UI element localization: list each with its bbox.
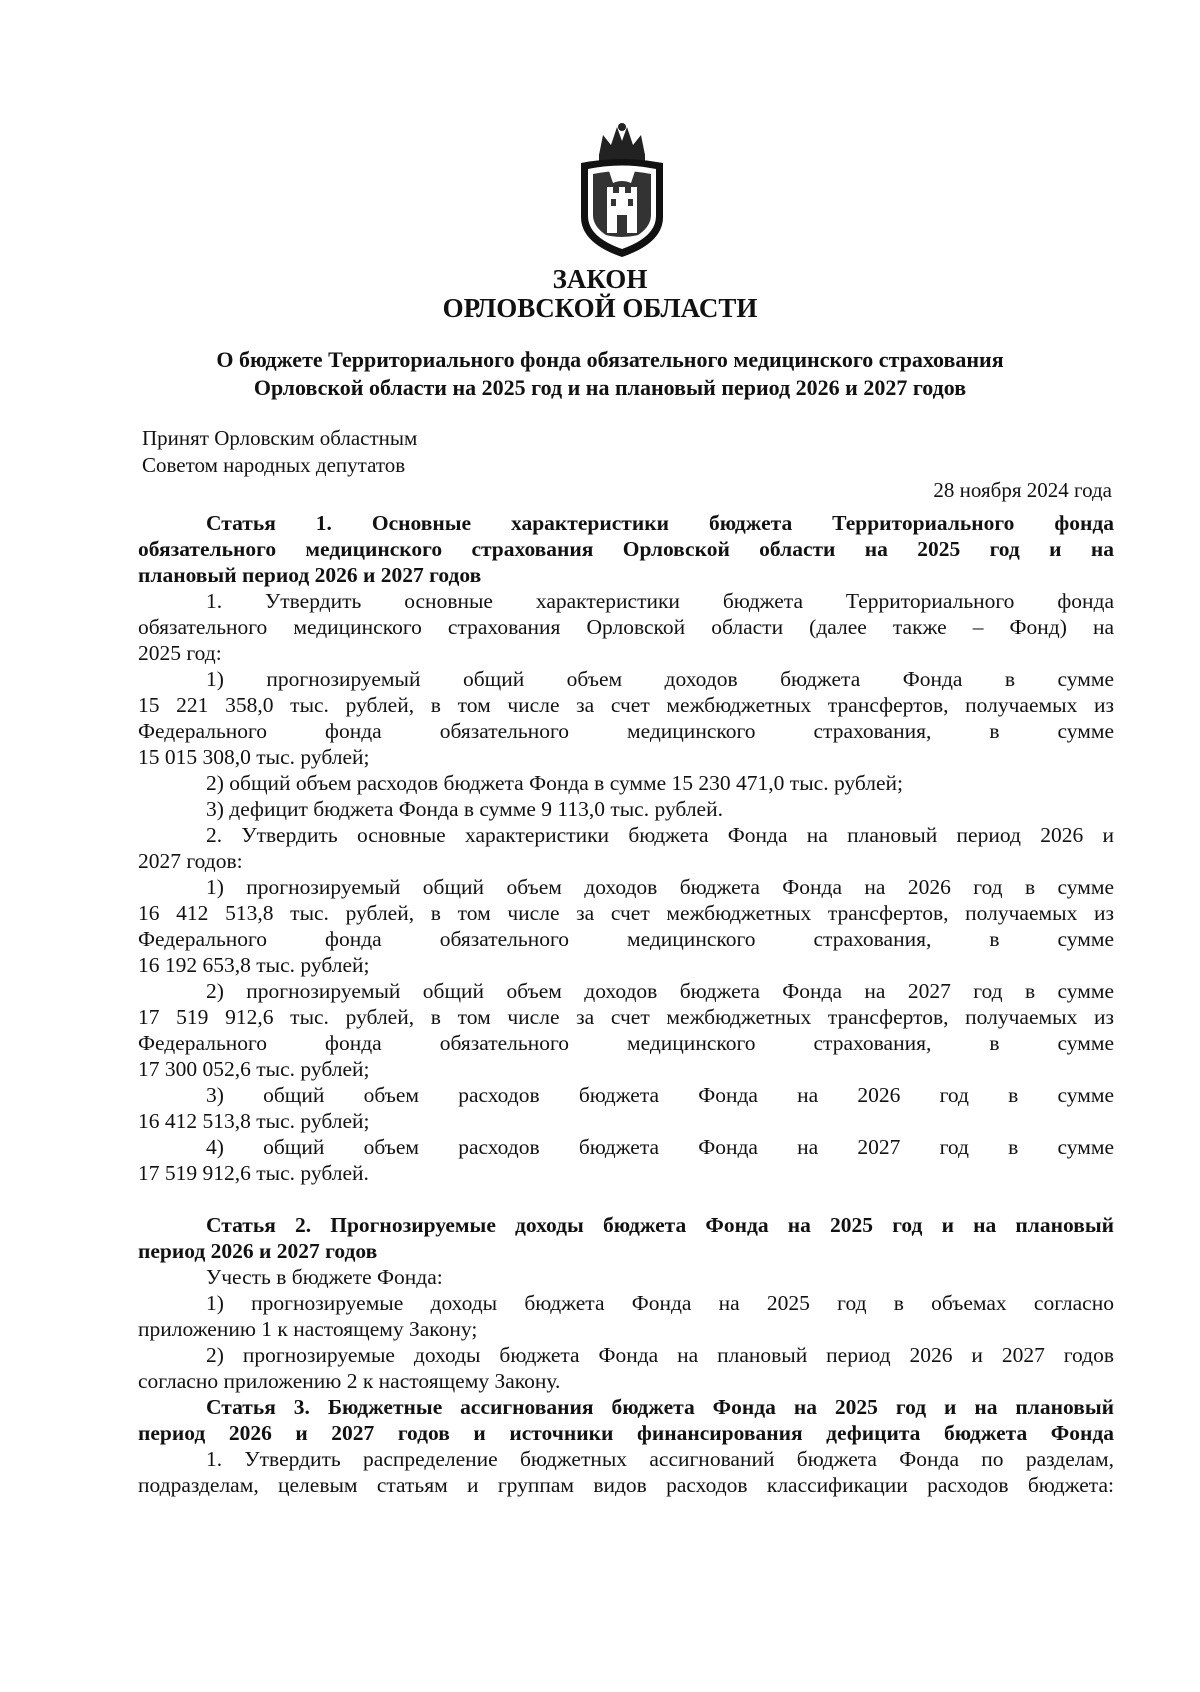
paragraph-line: обязательного медицинского страхования Орловской области (далее также – Фонд) на [138, 615, 1114, 639]
list-item-line: приложению 1 к настоящему Закону; [138, 1317, 478, 1341]
list-item-line: 15 221 358,0 тыс. рублей, в том числе за счет межбюджетных трансфертов, получаемых из [138, 693, 1114, 717]
list-item-line: 3) дефицит бюджета Фонда в сумме 9 113,0 тыс. рублей. [206, 797, 723, 821]
list-item-line: 3) общий объем расходов бюджета Фонда на 2026 год в сумме [206, 1083, 1114, 1107]
list-item-line: 4) общий объем расходов бюджета Фонда на 2027 год в сумме [206, 1135, 1114, 1159]
list-item-line: 2) общий объем расходов бюджета Фонда в сумме 15 230 471,0 тыс. рублей; [206, 771, 904, 795]
article-3-title-end: период 2026 и 2027 годов и источники финансирования дефицита бюджета Фонда [138, 1421, 1114, 1445]
paragraph-line: 2027 годов: [138, 849, 243, 873]
article-3-title: Статья 3. Бюджетные ассигнования бюджета Фонда на 2025 год и на плановый [206, 1395, 1114, 1419]
list-item-line: Федерального фонда обязательного медицинского страхования, в сумме [138, 1031, 1114, 1055]
list-item-line: 15 015 308,0 тыс. рублей; [138, 745, 370, 769]
adoption-line-2: Советом народных депутатов [142, 453, 406, 477]
article-1-title-end: плановый период 2026 и 2027 годов [138, 563, 482, 587]
list-item-line: 1) прогнозируемые доходы бюджета Фонда на 2025 год в объемах согласно [206, 1291, 1114, 1315]
list-item-line: 16 412 513,8 тыс. рублей; [138, 1109, 370, 1133]
paragraph-line: Учесть в бюджете Фонда: [206, 1265, 443, 1289]
list-item-line: Федерального фонда обязательного медицинского страхования, в сумме [138, 927, 1114, 951]
paragraph-line: подразделам, целевым статьям и группам видов расходов классификации расходов бюджета: [138, 1473, 1114, 1497]
law-body [138, 510, 1114, 1498]
article-2-title-end: период 2026 и 2027 годов [138, 1239, 378, 1263]
paragraph-line: 2025 год: [138, 641, 222, 665]
list-item-line: Федерального фонда обязательного медицинского страхования, в сумме [138, 719, 1114, 743]
list-item-line: 16 192 653,8 тыс. рублей; [138, 953, 370, 977]
adoption-date: 28 ноября 2024 года [933, 478, 1112, 502]
list-item-line: согласно приложению 2 к настоящему Закону. [138, 1369, 561, 1393]
article-2-title: Статья 2. Прогнозируемые доходы бюджета Фонда на 2025 год и на плановый [206, 1213, 1114, 1237]
adoption-line-1: Принят Орловским областным [142, 426, 418, 450]
list-item-line: 17 519 912,6 тыс. рублей. [138, 1161, 369, 1185]
coat-of-arms-emblem [569, 121, 675, 261]
article-1-title: Статья 1. Основные характеристики бюджета Территориального фонда [206, 511, 1114, 535]
list-item-line: 2) прогнозируемый общий объем доходов бюджета Фонда на 2027 год в сумме [206, 979, 1114, 1003]
paragraph-line: 1. Утвердить основные характеристики бюджета Территориального фонда [206, 589, 1114, 613]
list-item-line: 1) прогнозируемый общий объем доходов бюджета Фонда на 2026 год в сумме [206, 875, 1114, 899]
list-item-line: 1) прогнозируемый общий объем доходов бюджета Фонда в сумме [206, 667, 1114, 691]
list-item-line: 17 519 912,6 тыс. рублей, в том числе за счет межбюджетных трансфертов, получаемых из [138, 1005, 1114, 1029]
paragraph-line: 2. Утвердить основные характеристики бюджета Фонда на плановый период 2026 и [206, 823, 1114, 847]
law-subtitle-line-2: Орловской области на 2025 год и на плановый период 2026 и 2027 годов [253, 375, 967, 400]
article-1-title-cont: обязательного медицинского страхования Орловской области на 2025 год и на [138, 537, 1114, 561]
law-heading: ЗАКОН [552, 264, 648, 294]
list-item-line: 17 300 052,6 тыс. рублей; [138, 1057, 370, 1081]
list-item-line: 2) прогнозируемые доходы бюджета Фонда на плановый период 2026 и 2027 годов [206, 1343, 1114, 1367]
region-heading: ОРЛОВСКОЙ ОБЛАСТИ [442, 293, 758, 323]
list-item-line: 16 412 513,8 тыс. рублей, в том числе за счет межбюджетных трансфертов, получаемых из [138, 901, 1114, 925]
law-subtitle-line-1: О бюджете Территориального фонда обязательного медицинского страхования [216, 347, 1004, 372]
paragraph-line: 1. Утвердить распределение бюджетных ассигнований бюджета Фонда по разделам, [206, 1447, 1114, 1471]
